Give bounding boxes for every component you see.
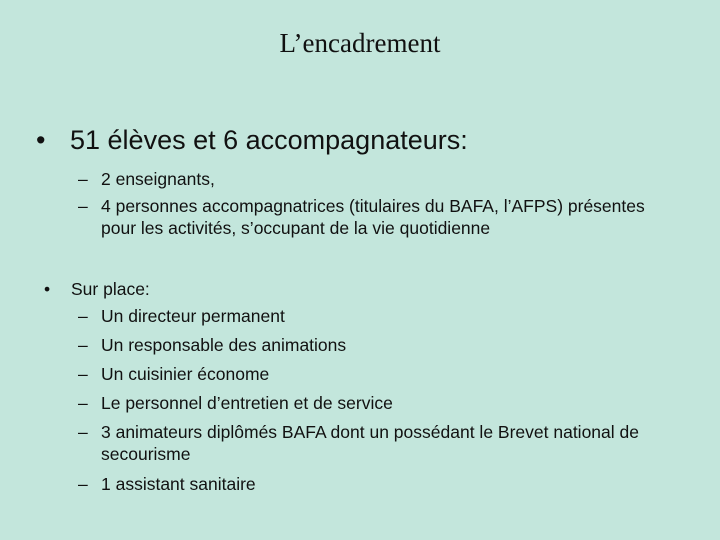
bullet-icon: • [36,125,46,155]
dash-icon: – [78,335,88,355]
dash-icon: – [78,306,88,326]
dash-icon: – [78,393,88,413]
dash-icon: – [78,196,88,216]
bullet-icon: • [44,279,51,299]
slide-title: L’encadrement [279,28,441,58]
dash-icon: – [78,364,88,384]
bullet-text: Sur place: [71,279,150,299]
sub-item-text: 2 enseignants, [101,169,215,189]
bullet-text: 51 élèves et 6 accompagnateurs: [70,125,468,155]
sub-item-text: Un responsable des animations [101,335,347,355]
sub-item-text: 1 assistant sanitaire [101,474,256,494]
sub-item-text: Le personnel d’entretien et de service [101,393,393,413]
sub-item-text: 4 personnes accompagnatrices (titulaires du BAFA, l’AFPS) présentes pour les activités, s’occupant de la vie quotidienne [101,196,645,238]
dash-icon: – [78,422,88,442]
sub-item-text: 3 animateurs diplômés BAFA dont un possédant le Brevet national de secourisme [101,422,639,464]
sub-item-text: Un directeur permanent [101,306,285,326]
dash-icon: – [78,474,88,494]
dash-icon: – [78,169,88,189]
sub-item-text: Un cuisinier économe [101,364,270,384]
